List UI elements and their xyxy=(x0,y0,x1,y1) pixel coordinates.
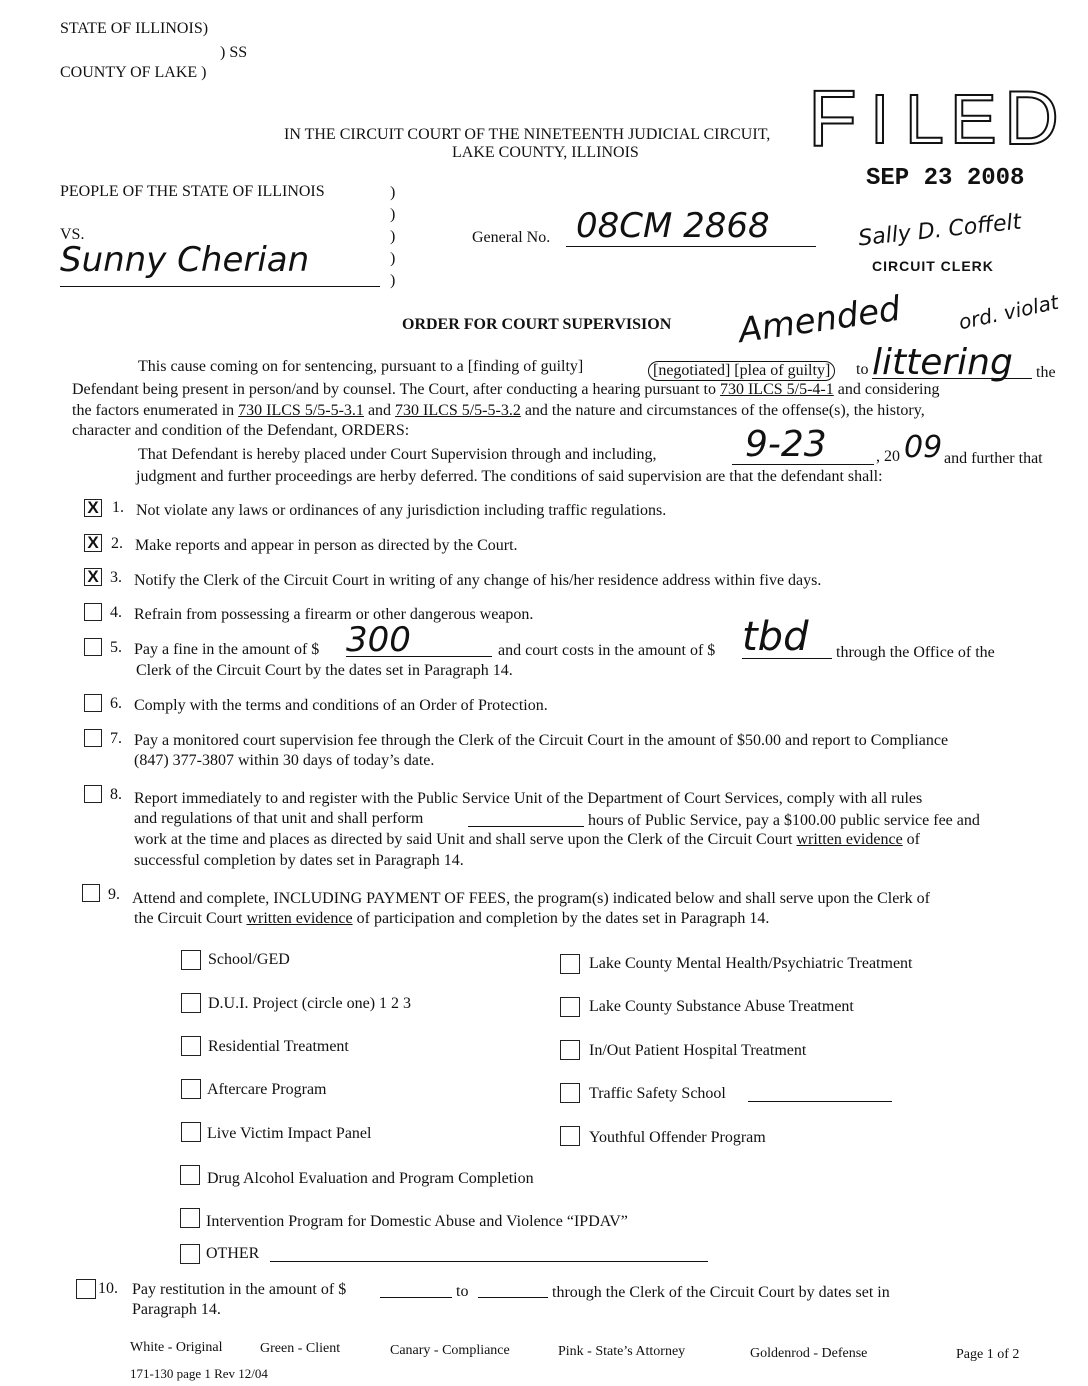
state-caption: STATE OF ILLINOIS) xyxy=(60,20,209,37)
program-other-checkbox[interactable] xyxy=(180,1244,200,1264)
form-number: 171-130 page 1 Rev 12/04 xyxy=(130,1366,268,1381)
body-line2-text: Defendant being present in person/and by counsel. The Court, after conducting a hearing pursuant to xyxy=(72,381,716,398)
program-other-label: OTHER xyxy=(206,1245,260,1262)
amended-annotation: Amended xyxy=(736,288,903,352)
condition-3-number: 3. xyxy=(110,569,122,586)
statute-ref: 730 ILCS 5/5-4-1 xyxy=(719,381,834,398)
written-evidence-label: written evidence xyxy=(796,831,903,848)
program-substance-abuse-checkbox[interactable] xyxy=(560,997,580,1017)
vs-label: VS. xyxy=(60,226,85,243)
condition-5-checkbox[interactable] xyxy=(84,638,102,656)
condition-9-checkbox[interactable] xyxy=(82,884,100,902)
county-caption: COUNTY OF LAKE ) xyxy=(60,64,207,81)
condition-9-text2 xyxy=(134,910,769,928)
body-line1c: to xyxy=(856,361,869,378)
program-aftercare-label: Aftercare Program xyxy=(207,1081,327,1098)
condition-1-text: Not violate any laws or ordinances of any jurisdiction including traffic regulations. xyxy=(136,502,667,519)
restitution-amount-line xyxy=(380,1297,452,1298)
ord-violat-annotation: ord. violat xyxy=(956,289,1061,335)
condition-2-checkbox[interactable]: X xyxy=(84,534,102,552)
condition-10-number: 10. xyxy=(98,1280,118,1297)
program-mental-health-label: Lake County Mental Health/Psychiatric Treatment xyxy=(589,955,913,972)
general-no-value: 08CM 2868 xyxy=(576,206,770,246)
plea-circled: [negotiated] [plea of guilty] xyxy=(648,361,835,381)
fine-line xyxy=(346,656,492,657)
condition-2-text: Make reports and appear in person as directed by the Court. xyxy=(135,537,518,554)
year-handwritten: 09 xyxy=(904,430,943,465)
program-hospital-checkbox[interactable] xyxy=(560,1040,580,1060)
general-no-label: General No. xyxy=(472,229,551,246)
body-line3 xyxy=(72,402,925,420)
program-mental-health-checkbox[interactable] xyxy=(560,954,580,974)
traffic-safety-line xyxy=(748,1101,892,1102)
condition-8-checkbox[interactable] xyxy=(84,785,102,803)
body-line3-end: and the nature and circumstances of the offense(s), the history, xyxy=(524,402,925,419)
condition-6-checkbox[interactable] xyxy=(84,694,102,712)
condition-7-text2: (847) 377-3807 within 30 days of today’s date. xyxy=(134,752,435,769)
people-label: PEOPLE OF THE STATE OF ILLINOIS xyxy=(60,183,325,200)
paren: ) xyxy=(390,206,396,223)
condition-9-number: 9. xyxy=(108,886,120,903)
condition-2-number: 2. xyxy=(111,535,123,552)
copy-pink: Pink - State’s Attorney xyxy=(558,1344,686,1359)
program-victim-impact-checkbox[interactable] xyxy=(181,1122,201,1142)
defendant-line xyxy=(60,286,380,287)
filed-date: SEP 23 2008 xyxy=(866,165,1025,192)
program-residential-label: Residential Treatment xyxy=(208,1038,349,1055)
other-line xyxy=(270,1261,708,1262)
condition-8-text3 xyxy=(134,831,920,849)
condition-10-text-b: to xyxy=(456,1283,469,1300)
stamp-letter: F xyxy=(808,74,857,163)
condition-10-checkbox[interactable] xyxy=(76,1279,96,1299)
copy-white: White - Original xyxy=(130,1340,223,1355)
paren: ) xyxy=(390,272,396,289)
program-ipdav-label: Intervention Program for Domestic Abuse and Violence “IPDAV” xyxy=(206,1213,628,1230)
program-traffic-safety-label: Traffic Safety School xyxy=(589,1085,726,1102)
condition-9-text: Attend and complete, INCLUDING PAYMENT OF FEES, the program(s) indicated below and shall serve upon the Clerk of xyxy=(132,890,930,907)
condition-7-text: Pay a monitored court supervision fee through the Clerk of the Circuit Court in the amount of $50.00 and report to Compliance xyxy=(134,732,949,749)
program-drug-alcohol-label: Drug Alcohol Evaluation and Program Completion xyxy=(207,1170,534,1187)
body-line5c: and further that xyxy=(944,450,1043,467)
body-line2 xyxy=(72,381,940,399)
body-line1d: the xyxy=(1036,364,1056,381)
written-evidence-label: written evidence xyxy=(246,910,353,927)
body-line5b: , 20 xyxy=(876,448,900,465)
condition-8-text: Report immediately to and register with the Public Service Unit of the Department of Court Services, comply with all rules xyxy=(134,790,923,807)
body-line3-and: and xyxy=(367,402,392,419)
costs-handwritten: tbd xyxy=(742,614,809,660)
paren: ) xyxy=(390,228,396,245)
stamp-letter: D xyxy=(1004,76,1059,161)
program-aftercare-checkbox[interactable] xyxy=(181,1079,201,1099)
program-victim-impact-label: Live Victim Impact Panel xyxy=(207,1125,372,1142)
stamp-letter: E xyxy=(950,80,997,158)
condition-4-checkbox[interactable] xyxy=(84,603,102,621)
condition-10-text-d: Paragraph 14. xyxy=(132,1301,221,1318)
stamp-letter: I xyxy=(870,80,890,158)
program-youthful-offender-checkbox[interactable] xyxy=(560,1126,580,1146)
condition-9-text2a: the Circuit Court xyxy=(134,910,243,927)
condition-4-number: 4. xyxy=(110,604,122,621)
condition-3-checkbox[interactable]: X xyxy=(84,568,102,586)
program-youthful-offender-label: Youthful Offender Program xyxy=(589,1129,766,1146)
clerk-signature: Sally D. Coffelt xyxy=(857,209,1023,252)
condition-3-text: Notify the Clerk of the Circuit Court in writing of any change of his/her residence address within five days. xyxy=(134,572,822,589)
condition-6-number: 6. xyxy=(110,695,122,712)
condition-5-text-c: through the Office of the xyxy=(836,644,995,661)
condition-8-text3a: work at the time and places as directed by said Unit and shall serve upon the Clerk of the Circuit Court xyxy=(134,831,793,848)
body-line2-end: and considering xyxy=(837,381,940,398)
condition-8-text4: successful completion by dates set in Paragraph 14. xyxy=(134,852,464,869)
hours-line xyxy=(468,826,584,827)
condition-5-text-a: Pay a fine in the amount of $ xyxy=(134,641,320,658)
page-number: Page 1 of 2 xyxy=(956,1347,1020,1362)
condition-5-text-b: and court costs in the amount of $ xyxy=(498,642,716,659)
body-line5a: That Defendant is hereby placed under Court Supervision through and including, xyxy=(138,446,657,463)
program-traffic-safety-checkbox[interactable] xyxy=(560,1083,580,1103)
paren: ) xyxy=(390,250,396,267)
paren: ) xyxy=(390,184,396,201)
fine-handwritten: 300 xyxy=(346,620,411,660)
condition-8-number: 8. xyxy=(110,786,122,803)
statute-ref: 730 ILCS 5/5-5-3.2 xyxy=(395,402,521,419)
page-title: ORDER FOR COURT SUPERVISION xyxy=(402,316,672,333)
statute-ref: 730 ILCS 5/5-5-3.1 xyxy=(238,402,364,419)
offense-line xyxy=(872,378,1032,379)
condition-5-text-d: Clerk of the Circuit Court by the dates set in Paragraph 14. xyxy=(136,662,513,679)
body-line6: judgment and further proceedings are herby deferred. The conditions of said supervision are that the defendant shall: xyxy=(136,468,883,485)
program-drug-alcohol-checkbox[interactable] xyxy=(180,1165,200,1185)
general-no-line xyxy=(566,246,816,247)
ss-caption: ) SS xyxy=(220,44,248,61)
costs-line xyxy=(742,658,832,659)
body-line1a: This cause coming on for sentencing, pursuant to a [finding of guilty] xyxy=(138,358,584,375)
end-date-line xyxy=(732,464,874,465)
condition-10-text-a: Pay restitution in the amount of $ xyxy=(132,1281,347,1298)
program-residential-checkbox[interactable] xyxy=(181,1036,201,1056)
body-line3-text: the factors enumerated in xyxy=(72,402,235,419)
condition-4-text: Refrain from possessing a firearm or other dangerous weapon. xyxy=(134,606,534,623)
program-dui-checkbox[interactable] xyxy=(181,993,201,1013)
program-hospital-label: In/Out Patient Hospital Treatment xyxy=(589,1042,807,1059)
program-dui-label: D.U.I. Project (circle one) 1 2 3 xyxy=(208,995,412,1012)
copy-goldenrod: Goldenrod - Defense xyxy=(750,1346,868,1361)
copy-green: Green - Client xyxy=(260,1341,341,1356)
condition-1-number: 1. xyxy=(112,499,124,516)
condition-5-number: 5. xyxy=(110,639,122,656)
stamp-letter: L xyxy=(905,80,944,158)
defendant-name: Sunny Cherian xyxy=(60,240,310,280)
body-line4: character and condition of the Defendant, ORDERS: xyxy=(72,422,410,439)
condition-1-checkbox[interactable]: X xyxy=(84,499,102,517)
clerk-title: CIRCUIT CLERK xyxy=(872,258,994,274)
condition-7-number: 7. xyxy=(110,730,122,747)
condition-9-text2c: of participation and completion by the dates set in Paragraph 14. xyxy=(356,910,770,927)
program-school-ged-checkbox[interactable] xyxy=(181,950,201,970)
program-school-ged-label: School/GED xyxy=(208,951,290,968)
condition-8-text2a: and regulations of that unit and shall perform xyxy=(134,810,424,827)
condition-8-text2b: hours of Public Service, pay a $100.00 public service fee and xyxy=(588,812,980,829)
end-date-handwritten: 9-23 xyxy=(745,424,827,465)
condition-10-text-c: through the Clerk of the Circuit Court by dates set in xyxy=(552,1284,890,1301)
offense-handwritten: littering xyxy=(872,342,1013,383)
condition-7-checkbox[interactable] xyxy=(84,729,102,747)
restitution-to-line xyxy=(478,1297,548,1298)
copy-canary: Canary - Compliance xyxy=(390,1343,510,1358)
court-title-line1: IN THE CIRCUIT COURT OF THE NINETEENTH JUDICIAL CIRCUIT, xyxy=(284,126,771,143)
program-substance-abuse-label: Lake County Substance Abuse Treatment xyxy=(589,998,854,1015)
condition-8-text3c: of xyxy=(906,831,920,848)
program-ipdav-checkbox[interactable] xyxy=(180,1208,200,1228)
court-title-line2: LAKE COUNTY, ILLINOIS xyxy=(452,144,639,161)
condition-6-text: Comply with the terms and conditions of an Order of Protection. xyxy=(134,697,548,714)
